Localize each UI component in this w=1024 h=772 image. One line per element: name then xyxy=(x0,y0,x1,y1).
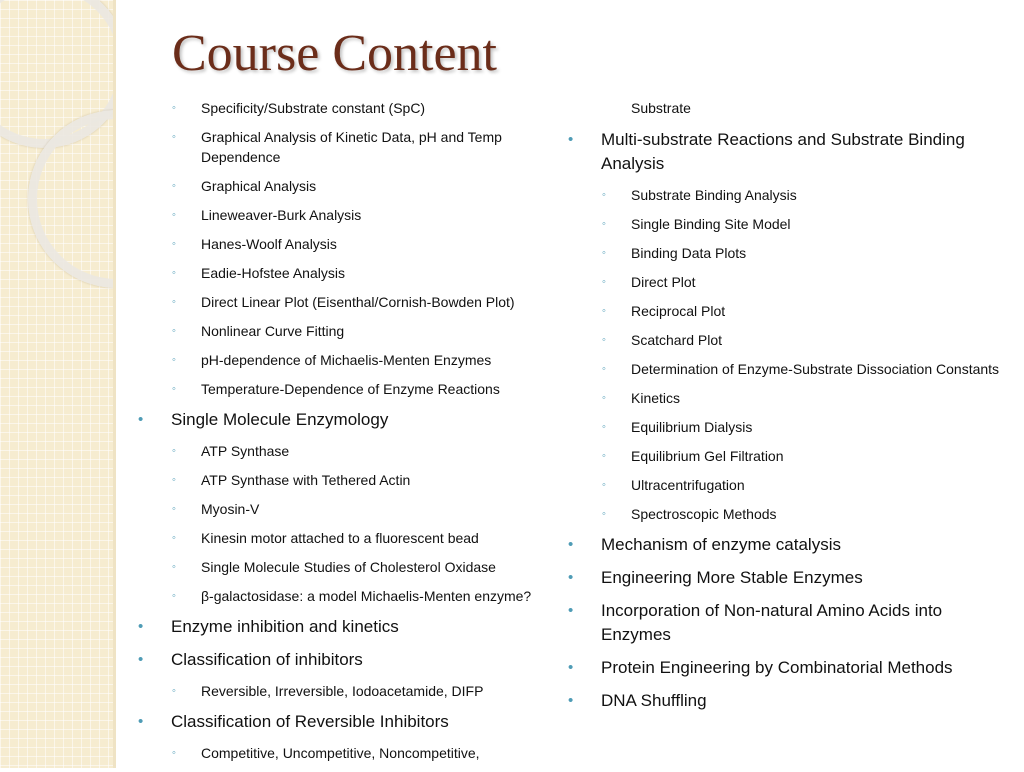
band-edge xyxy=(113,0,116,768)
bullet-ring-icon: ◦ xyxy=(602,479,606,491)
subtopic-item xyxy=(560,272,1000,292)
item-text: Ultracentrifugation xyxy=(631,477,745,493)
bullet-ring-icon: ◦ xyxy=(602,508,606,520)
bullet-dot-icon: • xyxy=(138,411,144,428)
bullet-dot-icon: • xyxy=(138,713,144,730)
item-text: Specificity/Substrate constant (SpC) xyxy=(201,100,426,116)
subtopic-item xyxy=(130,379,565,399)
bullet-ring-icon: ◦ xyxy=(172,590,176,602)
item-text: Eadie-Hofstee Analysis xyxy=(201,265,345,281)
bullet-dot-icon: • xyxy=(568,659,574,676)
subtopic-item xyxy=(130,321,565,341)
topic-item xyxy=(560,566,1000,590)
bullet-ring-icon: ◦ xyxy=(172,445,176,457)
subtopic-item xyxy=(130,176,565,196)
bullet-ring-icon: ◦ xyxy=(172,238,176,250)
item-text: Classification of Reversible Inhibitors xyxy=(171,712,449,731)
bullet-ring-icon: ◦ xyxy=(172,747,176,759)
subtopic-item xyxy=(560,504,1000,524)
topic-item xyxy=(130,408,565,432)
item-text: Kinesin motor attached to a fluorescent bead xyxy=(201,530,479,546)
bullet-dot-icon: • xyxy=(568,536,574,553)
subtopic-item xyxy=(560,475,1000,495)
bullet-ring-icon: ◦ xyxy=(172,325,176,337)
subtopic-item xyxy=(130,234,565,254)
item-text: β-galactosidase: a model Michaelis-Menten enzyme? xyxy=(201,588,532,604)
subtopic-item xyxy=(130,557,565,577)
item-text: Substrate Binding Analysis xyxy=(631,187,797,203)
subtopic-item xyxy=(130,681,565,701)
item-text: ATP Synthase xyxy=(201,443,290,459)
item-text: Classification of inhibitors xyxy=(171,650,363,669)
subtopic-item xyxy=(130,292,565,312)
bullet-dot-icon: • xyxy=(568,569,574,586)
bullet-ring-icon: ◦ xyxy=(602,392,606,404)
bullet-ring-icon: ◦ xyxy=(172,532,176,544)
subtopic-item xyxy=(130,743,565,763)
subtopic-item xyxy=(130,441,565,461)
item-text: Incorporation of Non-natural Amino Acids into Enzymes xyxy=(601,601,943,644)
subtopic-item xyxy=(130,586,565,606)
continuation-text xyxy=(560,98,1000,118)
topic-item xyxy=(560,599,1000,647)
subtopic-item xyxy=(560,185,1000,205)
bullet-ring-icon: ◦ xyxy=(602,189,606,201)
bullet-dot-icon: • xyxy=(138,618,144,635)
item-text: Lineweaver-Burk Analysis xyxy=(201,207,362,223)
bullet-ring-icon: ◦ xyxy=(602,276,606,288)
bullet-ring-icon: ◦ xyxy=(602,363,606,375)
item-text: Equilibrium Gel Filtration xyxy=(631,448,784,464)
subtopic-item xyxy=(560,301,1000,321)
bullet-dot-icon: • xyxy=(568,602,574,619)
item-text: Competitive, Uncompetitive, Noncompetitive, xyxy=(201,745,480,761)
item-text: Engineering More Stable Enzymes xyxy=(601,568,863,587)
item-text: Determination of Enzyme-Substrate Dissociation Constants xyxy=(631,361,1000,377)
bullet-ring-icon: ◦ xyxy=(172,296,176,308)
item-text: Direct Linear Plot (Eisenthal/Cornish-Bowden Plot) xyxy=(201,294,515,310)
subtopic-item xyxy=(130,263,565,283)
item-text: Multi-substrate Reactions and Substrate Binding Analysis xyxy=(601,130,965,173)
topic-item xyxy=(560,656,1000,680)
item-text: Substrate xyxy=(631,100,691,116)
bullet-ring-icon: ◦ xyxy=(172,131,176,143)
topic-item xyxy=(130,648,565,672)
topic-item xyxy=(560,128,1000,176)
item-text: Mechanism of enzyme catalysis xyxy=(601,535,841,554)
bullet-dot-icon: • xyxy=(138,651,144,668)
item-text: Enzyme inhibition and kinetics xyxy=(171,617,399,636)
bullet-dot-icon: • xyxy=(568,692,574,709)
item-text: Myosin-V xyxy=(201,501,260,517)
bullet-ring-icon: ◦ xyxy=(602,450,606,462)
bullet-ring-icon: ◦ xyxy=(602,421,606,433)
item-text: Scatchard Plot xyxy=(631,332,723,348)
item-text: Nonlinear Curve Fitting xyxy=(201,323,345,339)
subtopic-item xyxy=(130,528,565,548)
bullet-ring-icon: ◦ xyxy=(172,209,176,221)
item-text: Protein Engineering by Combinatorial Methods xyxy=(601,658,953,677)
item-text: Single Binding Site Model xyxy=(631,216,791,232)
item-text: Binding Data Plots xyxy=(631,245,747,261)
bullet-dot-icon: • xyxy=(568,131,574,148)
topic-item xyxy=(130,615,565,639)
subtopic-item xyxy=(130,205,565,225)
bullet-ring-icon: ◦ xyxy=(172,474,176,486)
subtopic-item xyxy=(130,470,565,490)
bullet-ring-icon: ◦ xyxy=(172,102,176,114)
topic-item xyxy=(560,533,1000,557)
bullet-ring-icon: ◦ xyxy=(172,267,176,279)
item-text: DNA Shuffling xyxy=(601,691,707,710)
subtopic-item xyxy=(130,98,565,118)
subtopic-item xyxy=(560,214,1000,234)
right-column xyxy=(560,98,1000,722)
bullet-ring-icon: ◦ xyxy=(602,218,606,230)
item-text: Single Molecule Enzymology xyxy=(171,410,389,429)
item-text: Equilibrium Dialysis xyxy=(631,419,753,435)
item-text: ATP Synthase with Tethered Actin xyxy=(201,472,411,488)
subtopic-item xyxy=(130,350,565,370)
slide-title: Course Content xyxy=(172,25,497,82)
subtopic-item xyxy=(560,330,1000,350)
item-text: Reciprocal Plot xyxy=(631,303,726,319)
item-text: Temperature-Dependence of Enzyme Reactions xyxy=(201,381,500,397)
decorative-side-band xyxy=(0,0,113,768)
subtopic-item xyxy=(560,243,1000,263)
item-text: Direct Plot xyxy=(631,274,696,290)
bullet-ring-icon: ◦ xyxy=(602,247,606,259)
item-text: Kinetics xyxy=(631,390,681,406)
subtopic-item xyxy=(560,359,1000,379)
bullet-ring-icon: ◦ xyxy=(172,503,176,515)
item-text: Single Molecule Studies of Cholesterol Oxidase xyxy=(201,559,496,575)
subtopic-item xyxy=(560,388,1000,408)
left-column xyxy=(130,98,565,772)
subtopic-item xyxy=(130,127,565,167)
item-text: Spectroscopic Methods xyxy=(631,506,777,522)
subtopic-item xyxy=(130,499,565,519)
item-text: Hanes-Woolf Analysis xyxy=(201,236,337,252)
subtopic-item xyxy=(560,446,1000,466)
item-text: Reversible, Irreversible, Iodoacetamide, DIFP xyxy=(201,683,484,699)
bullet-ring-icon: ◦ xyxy=(172,180,176,192)
bullet-ring-icon: ◦ xyxy=(602,334,606,346)
item-text: pH-dependence of Michaelis-Menten Enzymes xyxy=(201,352,492,368)
bullet-ring-icon: ◦ xyxy=(172,354,176,366)
topic-item xyxy=(560,689,1000,713)
bullet-ring-icon: ◦ xyxy=(602,305,606,317)
item-text: Graphical Analysis of Kinetic Data, pH and Temp Dependence xyxy=(201,129,502,165)
topic-item xyxy=(130,710,565,734)
subtopic-item xyxy=(560,417,1000,437)
bullet-ring-icon: ◦ xyxy=(172,685,176,697)
bullet-ring-icon: ◦ xyxy=(172,383,176,395)
bullet-ring-icon: ◦ xyxy=(172,561,176,573)
item-text: Graphical Analysis xyxy=(201,178,317,194)
